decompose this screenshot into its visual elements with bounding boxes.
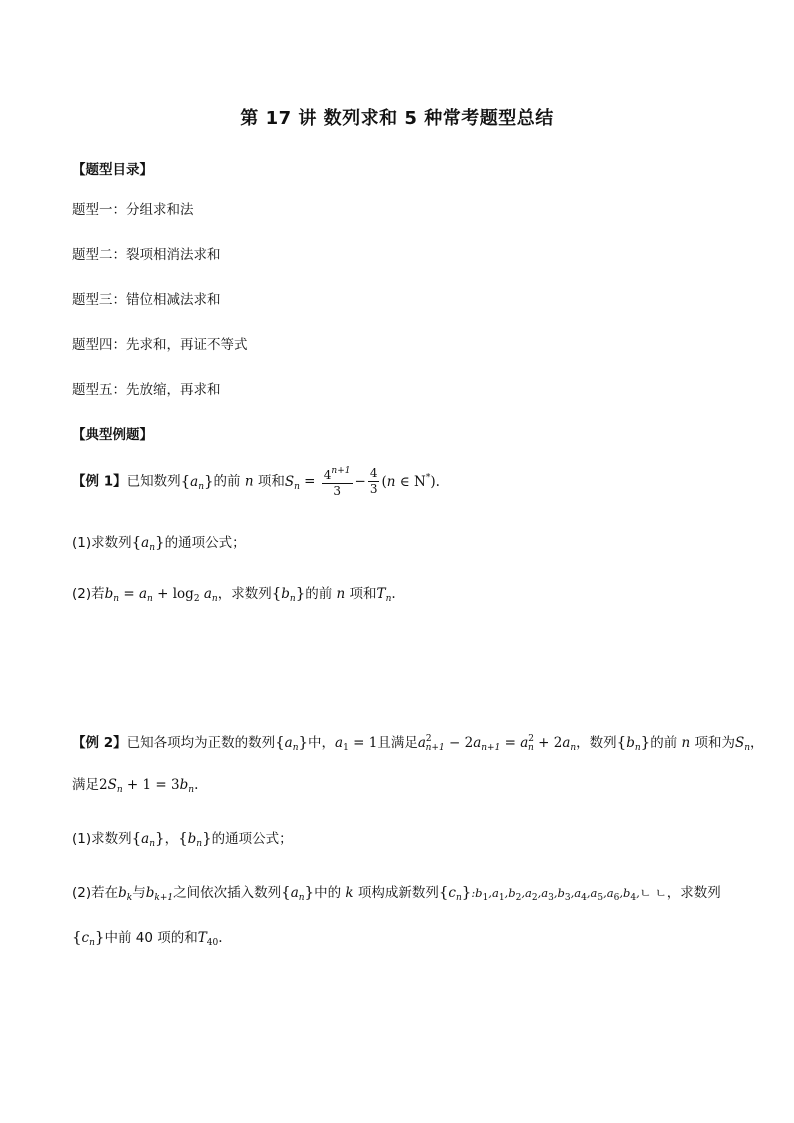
example-1-label: 【例 1】 bbox=[72, 473, 127, 490]
example-2-part-2: (2)若在$b_k$与$b_{k+1}$之间依次插入数列$\{a_n\}$中的 k 项构成新数列$\{c_n\}:b_1,a_1,b_2,a_2,a_3,b_3,a_4,a_5,a_6,b_4$,ㄴ ㄴ，求数列 bbox=[72, 883, 721, 903]
toc-item-5: 题型五：先放缩，再求和 bbox=[72, 382, 221, 398]
example-2-part-1: (1)求数列$\{a_n\}$，$\{b_n\}$的通项公式； bbox=[72, 829, 293, 849]
toc-item-4: 题型四：先求和，再证不等式 bbox=[72, 337, 248, 353]
example-1-statement: 【例 1】已知数列$\{a_n\}$的前 n 项和$S_n$ = $\frac{4^{n+1}}{3}$ − $\frac{4}{3}$ (n ∈ N*). bbox=[72, 466, 440, 498]
example-2-statement-cont: 满足$2S_n + 1 = 3b_n$. bbox=[72, 777, 199, 795]
toc-heading: 【题型目录】 bbox=[72, 162, 153, 178]
toc-item-3: 题型三：错位相减法求和 bbox=[72, 292, 221, 308]
toc-item-1: 题型一：分组求和法 bbox=[72, 202, 194, 218]
example-2-label: 【例 2】 bbox=[72, 735, 127, 751]
page-title: 第 17 讲 数列求和 5 种常考题型总结 bbox=[240, 108, 554, 129]
example-2-part-2-cont: $\{c_n\}$中前 40 项的和$T_{40}$. bbox=[72, 928, 223, 948]
example-2-statement: 【例 2】已知各项均为正数的数列$\{a_n\}$中，$a_1 = 1$且满足$a^2_{n+1} - 2a_{n+1} = a^2_n + 2a_n$，数列$\{b_n\}$的前 n 项和为$S_n$， bbox=[72, 733, 764, 753]
example-1-part-2: (2)若$b_n = a_n + \log_2 a_n$，求数列$\{b_n\}$的前 n 项和$T_n$. bbox=[72, 584, 396, 604]
example-1-part-1: (1)求数列$\{a_n\}$的通项公式； bbox=[72, 533, 246, 553]
toc-item-2: 题型二：裂项相消法求和 bbox=[72, 247, 221, 263]
examples-heading: 【典型例题】 bbox=[72, 427, 153, 443]
